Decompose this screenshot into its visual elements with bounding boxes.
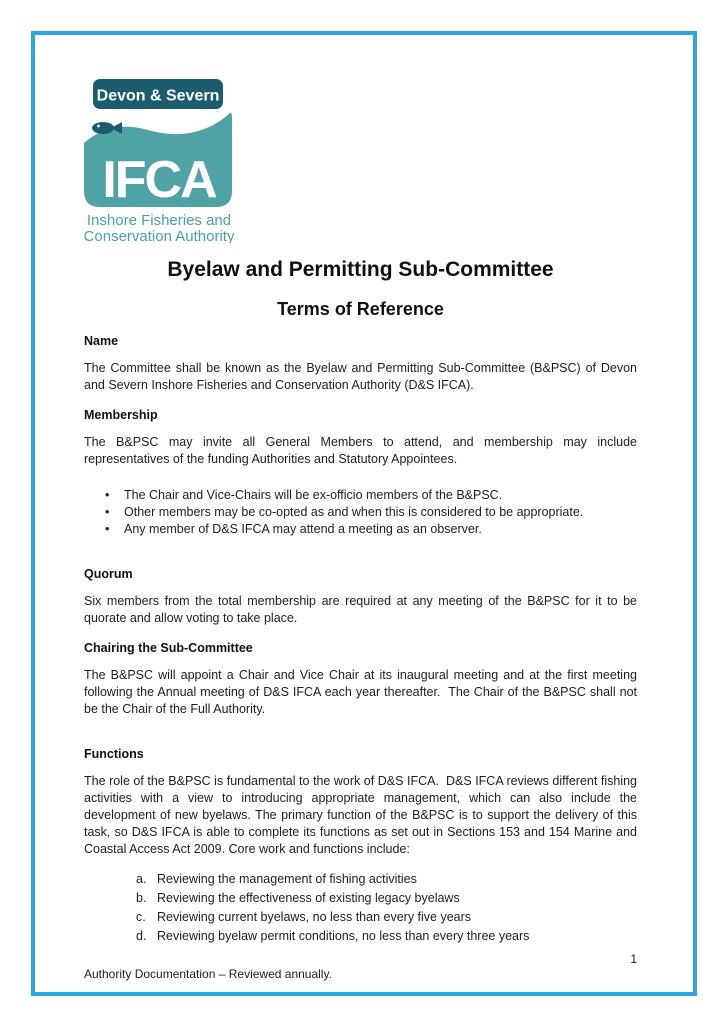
section-paragraph-membership: The B&PSC may invite all General Members to attend, and membership may include representatives of the funding Authorities and Statutory Appointees. (84, 435, 637, 466)
logo-banner-text: Devon & Severn (96, 87, 220, 105)
list-marker: d. (136, 929, 147, 943)
section-heading-quorum: Quorum (84, 567, 133, 581)
bullet-text: The Chair and Vice-Chairs will be ex-officio members of the B&PSC. (124, 488, 503, 502)
bullet-icon: • (105, 488, 110, 502)
bullet-text: Other members may be co-opted as and when this is considered to be appropriate. (124, 505, 584, 519)
list-marker: a. (136, 872, 147, 886)
section-paragraph-quorum: Six members from the total membership are required at any meeting of the B&PSC for it to be quorate and allow voting to take place. (84, 594, 637, 625)
list-item (105, 521, 637, 538)
section-heading-membership: Membership (84, 408, 158, 422)
bullet-text: Any member of D&S IFCA may attend a meeting as an observer. (124, 522, 482, 536)
list-item-text: Reviewing byelaw permit conditions, no less than every three years (157, 929, 530, 943)
list-item (136, 870, 637, 889)
functions-lettered-list (136, 870, 637, 946)
logo-tagline-line2: Conservation Authority (84, 228, 234, 243)
membership-bullet-list (105, 487, 637, 538)
document-page (35, 35, 693, 992)
ifca-logo (84, 79, 234, 248)
section-heading-name: Name (84, 334, 119, 348)
document-subtitle: Terms of Reference (277, 299, 444, 319)
footer-note: Authority Documentation – Reviewed annually. (84, 967, 332, 981)
section-heading-chairing: Chairing the Sub-Committee (84, 641, 253, 655)
logo-tagline-line1: Inshore Fisheries and (86, 212, 232, 229)
logo-acronym: IFCA (102, 151, 216, 209)
page-border (31, 31, 697, 996)
bullet-icon: • (105, 505, 110, 519)
section-heading-functions: Functions (84, 747, 144, 761)
list-marker: b. (136, 891, 147, 905)
page-number: 1 (630, 952, 637, 966)
list-item (105, 504, 637, 521)
section-paragraph-name: The Committee shall be known as the Byelaw and Permitting Sub-Committee (B&PSC) of Devon and Severn Inshore Fisheries and Conservation Authority (D&S IFCA). (84, 361, 637, 392)
list-item-text: Reviewing the effectiveness of existing legacy byelaws (157, 891, 460, 905)
bullet-icon: • (105, 522, 110, 536)
page-footer (84, 952, 637, 981)
list-item (136, 927, 637, 946)
document-title: Byelaw and Permitting Sub-Committee (167, 258, 554, 281)
list-item (105, 487, 637, 504)
list-item-text: Reviewing the management of fishing activities (157, 872, 417, 886)
section-paragraph-functions: The role of the B&PSC is fundamental to the work of D&S IFCA. D&S IFCA reviews different fishing activities with a view to introducing appropriate management, which can also include the development of new byelaws. The primary function of the B&PSC is to support the delivery of this task, so D&S IFCA is able to complete its functions as set out in Sections 153 and 154 Marine and Coastal Access Act 2009. Core work and functions include: (84, 774, 637, 856)
list-item-text: Reviewing current byelaws, no less than every five years (157, 910, 472, 924)
ifca-logo-graphic (84, 79, 234, 243)
list-item (136, 889, 637, 908)
section-paragraph-chairing: The B&PSC will appoint a Chair and Vice Chair at its inaugural meeting and at the first meeting following the Annual meeting of D&S IFCA each year thereafter. The Chair of the B&PSC shall not be the Chair of the Full Authority. (84, 668, 637, 716)
list-item (136, 908, 637, 927)
list-marker: c. (136, 910, 146, 924)
